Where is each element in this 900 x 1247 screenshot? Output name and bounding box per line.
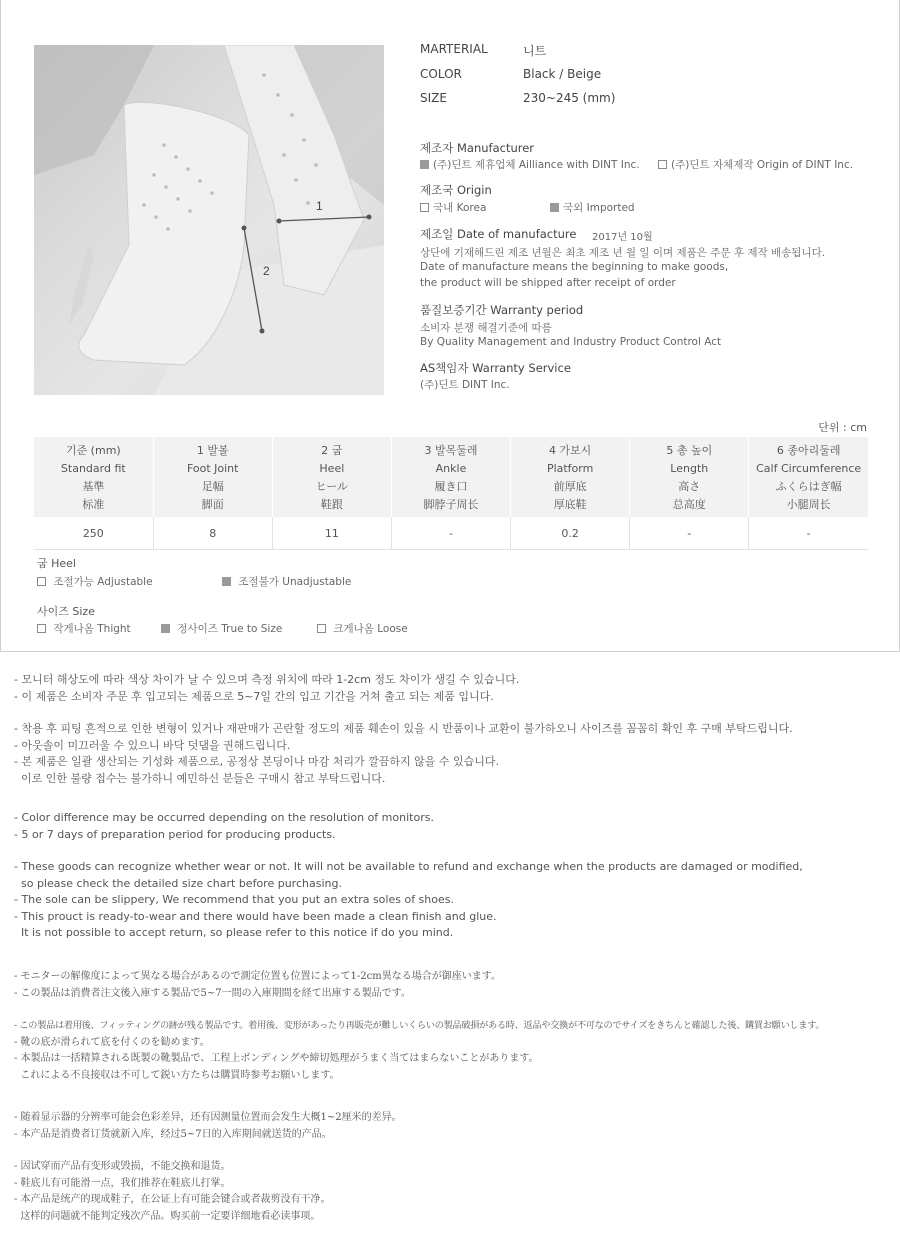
measure-label-2: 2 bbox=[263, 264, 270, 278]
note-line: - この製品は消費者注文後入庫する製品で5~7一間の入庫期間を経て出庫する製品です。 bbox=[14, 987, 411, 999]
notes-japanese bbox=[14, 969, 824, 1084]
spec-key: COLOR bbox=[420, 67, 462, 81]
size-fit-title: 사이즈 Size bbox=[37, 605, 95, 618]
manufacturer-option-alliance: (주)딘트 제휴업체 Ailliance with DINT Inc. bbox=[420, 157, 640, 172]
note-line: - モニターの解像度によって異なる場合があるので測定位置も位置によって1-2cm異なる場合が御座います。 bbox=[14, 971, 501, 982]
cell-platform: 0.2 bbox=[511, 517, 630, 550]
note-line: so please check the detailed size chart before purchasing. bbox=[14, 876, 342, 890]
heel-option-unadjustable: 조절불가 Unadjustable bbox=[222, 574, 351, 589]
spec-value: Black / Beige bbox=[523, 67, 602, 81]
size-option-loose: 크게나옴 Loose bbox=[317, 621, 408, 636]
note-line: - 본 제품은 일괄 생산되는 기성화 제품으로, 공정상 본딩이나 마감 처리가 깔끔하지 않을 수 있습니다. bbox=[14, 755, 499, 768]
size-table-header bbox=[34, 437, 868, 517]
header-standard: 기준 (mm) Standard fit 基準 标准 bbox=[34, 437, 153, 517]
cell-calf: - bbox=[749, 517, 868, 550]
date-value: 2017년 10월 bbox=[592, 232, 653, 243]
checkbox-checked-icon bbox=[161, 624, 170, 633]
note-line: 这样的问题就不能判定残次产品。购买前一定要详细地看必读事项。 bbox=[14, 1210, 321, 1222]
header-calf: 6 종아리둘레 Calf Circumference ふくらはぎ幅 小腿周长 bbox=[749, 437, 868, 517]
spec-value: 230~245 (mm) bbox=[523, 91, 616, 105]
note-line: - 靴の底が滑られて底を付くのを勧めます。 bbox=[14, 1036, 210, 1048]
origin-title: 제조국 Origin bbox=[420, 183, 492, 197]
note-line: - 本产品是统产的现成鞋子，在公证上有可能会键合或者裁剪没有干净。 bbox=[14, 1194, 331, 1205]
as-title: AS책임자 Warranty Service bbox=[420, 361, 571, 375]
checkbox-empty-icon bbox=[658, 160, 667, 169]
origin-option-imported: 국외 Imported bbox=[550, 200, 635, 215]
header-platform: 4 가보시 Platform 前厚底 厚底鞋 bbox=[511, 437, 630, 517]
cell-ankle: - bbox=[391, 517, 510, 550]
notes-chinese bbox=[14, 1110, 402, 1225]
manufacturer-title: 제조자 Manufacturer bbox=[420, 141, 535, 155]
note-line: - 5 or 7 days of preparation period for producing products. bbox=[14, 827, 336, 841]
checkbox-checked-icon bbox=[550, 203, 559, 212]
note-line: - 모니터 해상도에 따라 색상 차이가 날 수 있으며 측정 위치에 따라 1-2cm 정도 차이가 생길 수 있습니다. bbox=[14, 673, 520, 686]
checkbox-empty-icon bbox=[37, 577, 46, 586]
note-line: - The sole can be slippery, We recommend that you put an extra soles of shoes. bbox=[14, 893, 454, 906]
date-desc-en-1: Date of manufacture means the beginning to make goods, bbox=[420, 261, 729, 273]
checkbox-empty-icon bbox=[420, 203, 429, 212]
as-desc: (주)딘트 DINT Inc. bbox=[420, 379, 510, 391]
note-line: 이로 인한 불량 접수는 불가하니 예민하신 분들은 구매시 참고 부탁드립니다. bbox=[14, 771, 386, 785]
cell-standard: 250 bbox=[34, 517, 153, 550]
spec-key: MARTERIAL bbox=[420, 42, 488, 56]
manufacturer-option-origin: (주)딘트 자체제작 Origin of DINT Inc. bbox=[658, 157, 853, 172]
size-option-true: 정사이즈 True to Size bbox=[161, 621, 282, 636]
warranty-desc-kr: 소비자 분쟁 해결기준에 따름 bbox=[420, 322, 552, 334]
size-table bbox=[34, 437, 868, 550]
cell-heel: 11 bbox=[272, 517, 391, 550]
date-desc-kr: 상단에 기재해드린 제조 년월은 최초 제조 년 월 일 이며 제품은 주문 후 제작 배송됩니다. bbox=[420, 247, 826, 259]
product-photo bbox=[34, 45, 384, 395]
note-line: - 本製品は一括精算される既製の靴製品で、工程上ボンディングや締切処理がうまく当てはまらないことがあります。 bbox=[14, 1053, 539, 1064]
note-line: これによる不良接収は不可して鋭い方たちは購買時参考お願いします。 bbox=[14, 1069, 340, 1081]
note-line: - This prouct is ready-to-wear and there would have been made a clean finish and glue. bbox=[14, 909, 497, 923]
cell-foot-joint: 8 bbox=[153, 517, 272, 550]
checkbox-checked-icon bbox=[420, 160, 429, 169]
table-row bbox=[34, 517, 868, 550]
note-line: - 随着显示器的分辨率可能会色彩差异，还有因测量位置而会发生大概1~2厘米的差异。 bbox=[14, 1112, 402, 1123]
note-line: - 아웃솔이 미끄러울 수 있으니 바닥 덧댐을 권해드립니다. bbox=[14, 738, 291, 752]
warranty-title: 품질보증기간 Warranty period bbox=[420, 303, 584, 317]
warranty-desc-en: By Quality Management and Industry Product Control Act bbox=[420, 336, 722, 348]
note-line: - 因试穿而产品有变形或毁损，不能交换和退货。 bbox=[14, 1161, 231, 1172]
note-line: - 이 제품은 소비자 주문 후 입고되는 제품으로 5~7일 간의 입고 기간을 거쳐 출고 되는 제품 입니다. bbox=[14, 689, 494, 703]
spec-key: SIZE bbox=[420, 91, 447, 105]
unit-label: 단위 : cm bbox=[818, 421, 867, 434]
date-title: 제조일 Date of manufacture bbox=[420, 227, 577, 241]
boot-illustration bbox=[34, 45, 384, 395]
size-option-tight: 작게나옴 Thight bbox=[37, 621, 131, 636]
note-line: - These goods can recognize whether wear or not. It will not be available to refund and exchange when the products are damaged or modified, bbox=[14, 860, 803, 873]
notes-korean bbox=[14, 672, 793, 787]
spec-value: 니트 bbox=[523, 44, 547, 58]
origin-option-korea: 국내 Korea bbox=[420, 200, 486, 215]
header-ankle: 3 발목둘레 Ankle 履き口 脚脖子周长 bbox=[391, 437, 510, 517]
note-line: - 착용 후 피팅 흔적으로 인한 변형이 있거나 재판매가 곤란할 정도의 제품 훼손이 있을 시 반품이나 교환이 불가하오니 사이즈를 꼼꼼히 확인 후 구매 부탁드립니다. bbox=[14, 722, 793, 735]
heel-option-adjustable: 조절가능 Adjustable bbox=[37, 574, 153, 589]
checkbox-empty-icon bbox=[317, 624, 326, 633]
checkbox-checked-icon bbox=[222, 577, 231, 586]
note-line: - 本产品是消费者订货就新入库，经过5~7日的入库期间就送货的产品。 bbox=[14, 1128, 332, 1140]
checkbox-empty-icon bbox=[37, 624, 46, 633]
note-line: - Color difference may be occurred depending on the resolution of monitors. bbox=[14, 811, 434, 824]
note-line: - この製品は着用後、フィッティングの跡が残る製品です。着用後、変形があったり再販売が難しいくらいの製品破損がある時、返品や交換が不可なのでサイズをきちんと確認した後、購買お願いします。 bbox=[14, 1020, 825, 1031]
note-line: It is not possible to accept return, so please refer to this notice if do you mind. bbox=[14, 926, 454, 939]
notes-english bbox=[14, 810, 803, 942]
header-length: 5 총 높이 Length 高さ 总高度 bbox=[630, 437, 749, 517]
note-line: - 鞋底儿有可能滑一点，我们推荐在鞋底儿打掌。 bbox=[14, 1177, 231, 1189]
header-foot-joint: 1 발볼 Foot Joint 足幅 脚面 bbox=[153, 437, 272, 517]
header-heel: 2 굽 Heel ヒール 鞋跟 bbox=[272, 437, 391, 517]
heel-title: 굽 Heel bbox=[37, 557, 76, 570]
cell-length: - bbox=[630, 517, 749, 550]
measure-label-1: 1 bbox=[316, 199, 323, 213]
date-desc-en-2: the product will be shipped after receipt of order bbox=[420, 277, 676, 289]
